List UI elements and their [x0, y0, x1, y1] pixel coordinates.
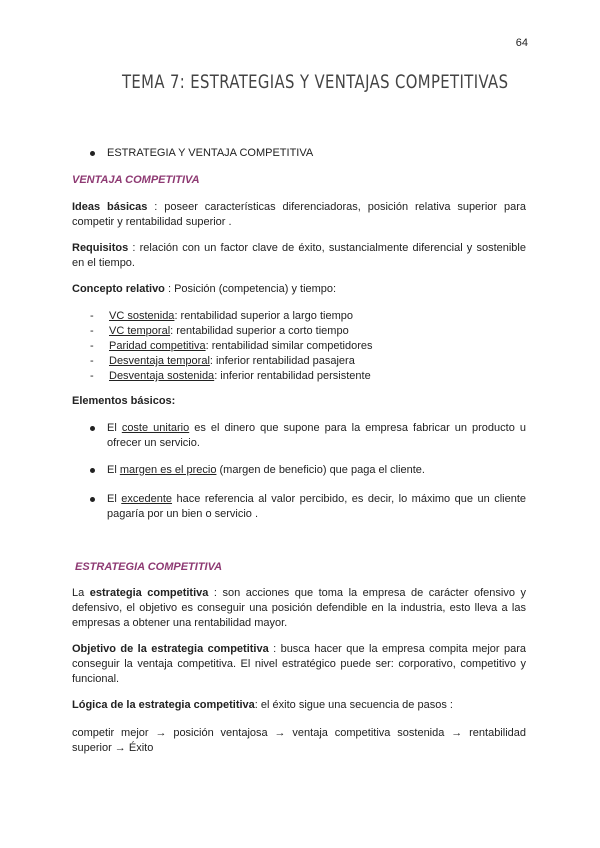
- requisitos-paragraph: Requisitos : relación con un factor clave de éxito, sustancialmente diferencial y sostenible en el tiempo.: [72, 242, 526, 269]
- bullet-icon: [90, 426, 95, 431]
- ideas-basicas-paragraph: Ideas básicas : poseer características diferenciadoras, posición relativa superior para competir y rentabilidad superior .: [72, 201, 526, 228]
- bullet-icon: [90, 151, 95, 156]
- logica-paragraph: Lógica de la estrategia competitiva: el éxito sigue una secuencia de pasos :: [72, 699, 453, 711]
- list-item: - Desventaja sostenida: inferior rentabilidad persistente: [90, 370, 371, 382]
- elementos-basicos-label: Elementos básicos:: [72, 395, 176, 407]
- page-number: 64: [515, 37, 528, 49]
- section-heading-ventaja: VENTAJA COMPETITIVA: [72, 174, 200, 186]
- page-title: TEMA 7: ESTRATEGIAS Y VENTAJAS COMPETITIVAS: [121, 71, 509, 93]
- list-item: - Paridad competitiva: rentabilidad similar competidores: [90, 340, 373, 352]
- bullet-icon: [90, 497, 95, 502]
- concepto-relativo-paragraph: Concepto relativo : Posición (competencia) y tiempo:: [72, 283, 337, 295]
- bullet-icon: [90, 468, 95, 473]
- estrategia-competitiva-paragraph: La estrategia competitiva : son acciones que toma la empresa de carácter ofensivo y defensivo, el objetivo es conseguir una posición defendible en la industria, esto lleva a las empresas a obtener una rentabilidad mayor.: [72, 587, 527, 629]
- list-item: - Desventaja temporal: inferior rentabilidad pasajera: [90, 355, 355, 367]
- objetivo-paragraph: Objetivo de la estrategia competitiva : busca hacer que la empresa compita mejor para conseguir la ventaja competitiva. El nivel estratégico puede ser: corporativo, competitivo y funcional.: [72, 643, 526, 685]
- list-item: - VC sostenida: rentabilidad superior a largo tiempo: [90, 310, 353, 322]
- sequence-paragraph: competir mejor → posición ventajosa → ventaja competitiva sostenida → rentabilidad superior → Éxito: [72, 727, 526, 754]
- list-item: - VC temporal: rentabilidad superior a corto tiempo: [90, 325, 349, 337]
- dash-list: [72, 309, 526, 384]
- section-heading-estrategia: ESTRATEGIA COMPETITIVA: [75, 561, 223, 573]
